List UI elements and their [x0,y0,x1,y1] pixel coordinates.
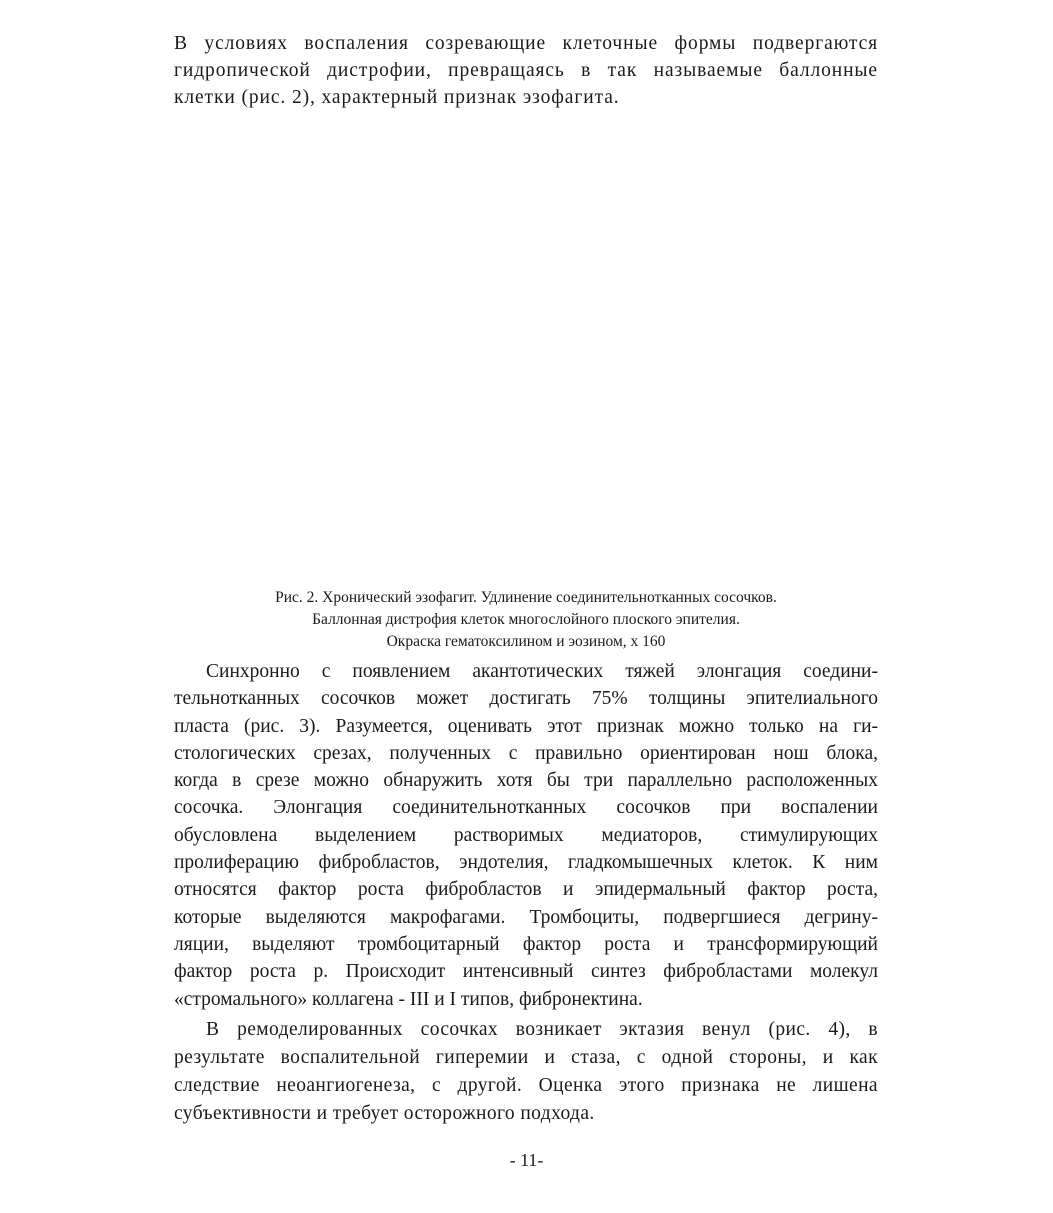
text-line: следствие неоангиогенеза, с другой. Оценка этого признака не лишена [174,1075,878,1096]
text-line: результате воспалительной гиперемии и стаза, с одной стороны, и как [174,1047,878,1068]
paragraph-papillae-elongation [174,658,878,1013]
caption-line: Окраска гематоксилином и эозином, х 160 [386,633,666,650]
text-line: стологических срезах, полученных с правильно ориентирован нош блока, [174,742,878,764]
text-line: Синхронно с появлением акантотических тяжей элонгация соедини- [206,661,878,682]
text-line: когда в срезе можно обнаружить хотя бы три параллельно расположенных [174,770,878,792]
figure-caption [174,587,878,653]
text-line: В условиях воспаления созревающие клеточные формы подвергаются [174,33,878,54]
text-line: обусловлена выделением растворимых медиаторов, стимулирующих [174,824,878,846]
text-line: гидропической дистрофии, превращаясь в так называемые баллонные [174,60,878,82]
text-line: фактор роста р. Происходит интенсивный синтез фибробластами молекул [174,961,878,983]
text-line: пласта (рис. 3). Разумеется, оценивать этот признак можно только на ги- [174,715,878,737]
text-line: пролиферацию фибробластов, эндотелия, гладкомышечных клеток. К ним [174,852,878,874]
text-line: клетки (рис. 2), характерный признак эзофагита. [174,87,620,109]
caption-line: Рис. 2. Хронический эзофагит. Удлинение соединительнотканных сосочков. [275,589,777,606]
text-line: тельнотканных сосочков может достигать 75% толщины эпителиального [174,688,878,710]
text-line: субъективности и требует осторожного подхода. [174,1103,595,1124]
text-line: В ремоделированных сосочках возникает эктазия венул (рис. 4), в [206,1019,878,1040]
text-line: которые выделяются макрофагами. Тромбоциты, подвергшиеся дегрину- [174,906,878,928]
page-number: - 11- [509,1150,544,1170]
caption-line: Баллонная дистрофия клеток многослойного плоского эпителия. [312,611,740,628]
paragraph-balloon-cells [174,30,878,112]
figure-2-image-area [174,120,878,580]
paragraph-venule-ectasia [174,1016,878,1128]
text-line: «стромального» коллагена - III и I типов, фибронектина. [174,988,643,1010]
text-line: относятся фактор роста фибробластов и эпидермальный фактор роста, [174,879,878,901]
text-line: сосочка. Элонгация соединительнотканных сосочков при воспалении [174,797,878,819]
text-line: ляции, выделяют тромбоцитарный фактор роста и трансформирующий [174,933,878,955]
